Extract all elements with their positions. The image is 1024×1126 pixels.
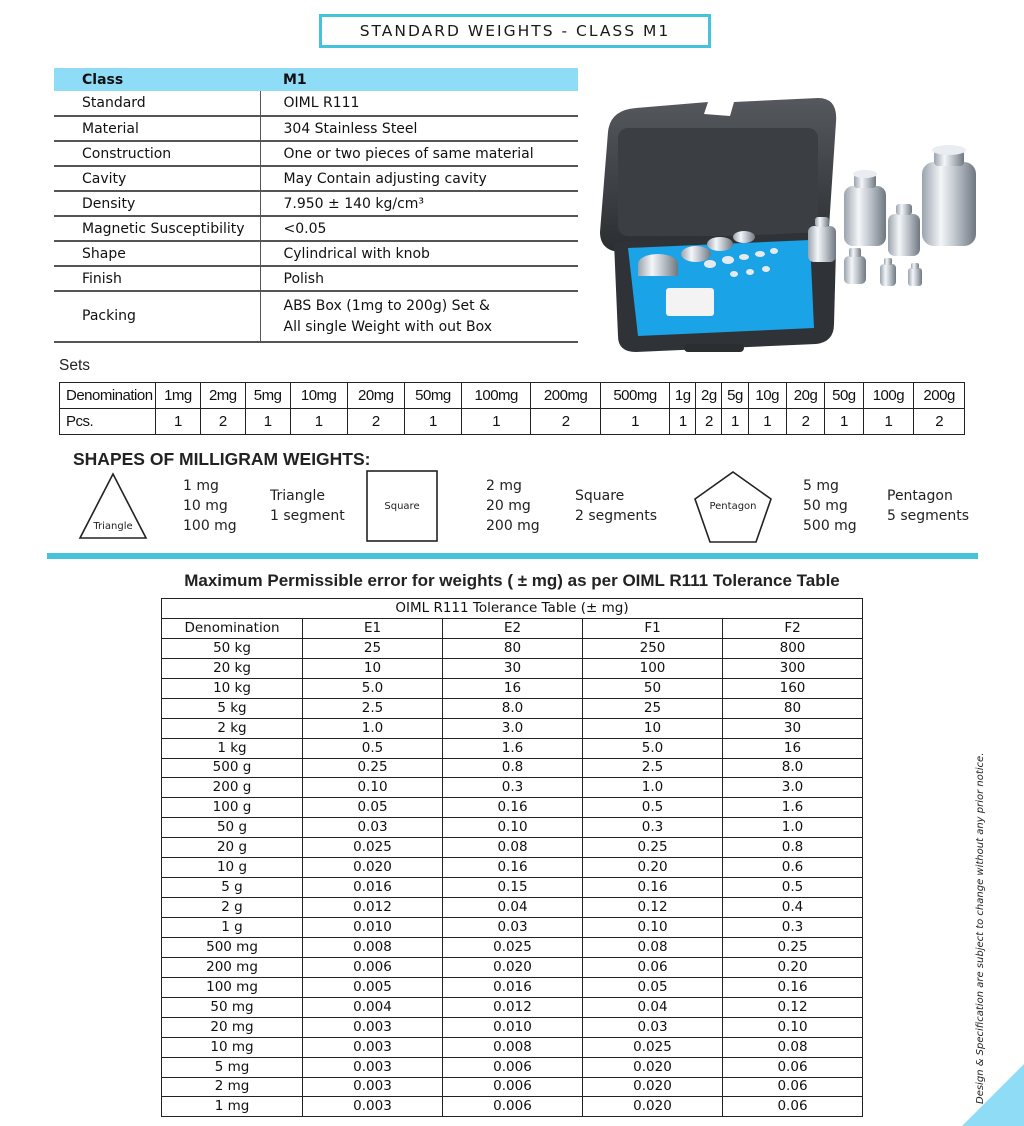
tolerance-cell: 0.12: [723, 997, 863, 1017]
tolerance-cell: 100: [583, 658, 723, 678]
packing-line-2: All single Weight with out Box: [283, 318, 492, 335]
tolerance-cell: 2.5: [303, 698, 443, 718]
tolerance-cell: 0.8: [723, 838, 863, 858]
sets-pcs-cell: 1: [670, 409, 696, 435]
tolerance-cell: 80: [723, 698, 863, 718]
tolerance-cell: 20 g: [162, 838, 303, 858]
triangle-weight-1: 1 mg: [183, 478, 219, 494]
sets-denomination-cell: 500mg: [600, 383, 669, 409]
square-name: Square: [575, 488, 625, 504]
tolerance-cell: 0.16: [443, 798, 583, 818]
tolerance-cell: 16: [723, 738, 863, 758]
tolerance-cell: 5.0: [583, 738, 723, 758]
tolerance-cell: 0.03: [303, 818, 443, 838]
tolerance-cell: 0.003: [303, 1017, 443, 1037]
table-row: [162, 898, 863, 918]
table-row: [162, 718, 863, 738]
tolerance-cell: 0.08: [583, 937, 723, 957]
tolerance-cell: 5 g: [162, 878, 303, 898]
table-row: [162, 738, 863, 758]
spec-row: [54, 166, 578, 191]
table-row: [162, 1077, 863, 1097]
tolerance-cell: 0.10: [443, 818, 583, 838]
tolerance-cell: 0.16: [443, 858, 583, 878]
table-row: [162, 798, 863, 818]
spec-row: [54, 116, 578, 141]
tolerance-title: Maximum Permissible error for weights ( ± mg) as per OIML R111 Tolerance Table: [184, 571, 840, 590]
spec-value: <0.05: [260, 216, 578, 241]
tolerance-cell: 0.05: [303, 798, 443, 818]
tolerance-cell: 3.0: [443, 718, 583, 738]
tolerance-cell: 20 mg: [162, 1017, 303, 1037]
tolerance-cell: 0.04: [583, 997, 723, 1017]
tolerance-cell: 250: [583, 638, 723, 658]
tolerance-cell: 0.25: [583, 838, 723, 858]
pentagon-weight-2: 50 mg: [803, 498, 848, 514]
sets-denomination-cell: 10g: [748, 383, 786, 409]
square-weight-2: 20 mg: [486, 498, 531, 514]
tolerance-cell: 0.006: [443, 1077, 583, 1097]
tolerance-cell: 0.010: [443, 1017, 583, 1037]
tolerance-cell: 5 mg: [162, 1057, 303, 1077]
page-title-box: [319, 14, 711, 48]
spec-row: [54, 141, 578, 166]
spec-value: 7.950 ± 140 kg/cm³: [260, 191, 578, 216]
table-row: [162, 698, 863, 718]
table-row: [162, 1057, 863, 1077]
tolerance-table: [161, 598, 863, 1117]
section-divider: [47, 553, 978, 559]
pentagon-weight-1: 5 mg: [803, 478, 839, 494]
spec-key: Standard: [54, 91, 260, 116]
tolerance-cell: 1 g: [162, 918, 303, 938]
spec-value: Polish: [260, 266, 578, 291]
tolerance-column-header: F2: [723, 618, 863, 638]
sets-pcs-cell: 1: [863, 409, 914, 435]
tolerance-cell: 5.0: [303, 678, 443, 698]
tolerance-cell: 0.006: [303, 957, 443, 977]
square-weight-1: 2 mg: [486, 478, 522, 494]
sets-pcs-cell: 1: [748, 409, 786, 435]
tolerance-cell: 0.25: [723, 937, 863, 957]
tolerance-cell: 0.5: [303, 738, 443, 758]
tolerance-header-row: [162, 618, 863, 638]
pentagon-weights: [803, 476, 857, 536]
sets-denomination-cell: 10mg: [290, 383, 347, 409]
tolerance-cell: 0.25: [303, 758, 443, 778]
tolerance-cell: 0.020: [583, 1057, 723, 1077]
spec-row: [54, 241, 578, 266]
tolerance-cell: 0.003: [303, 1077, 443, 1097]
tolerance-cell: 0.10: [723, 1017, 863, 1037]
spec-row: [54, 216, 578, 241]
tolerance-cell: 0.04: [443, 898, 583, 918]
sets-pcs-cell: 1: [156, 409, 201, 435]
tolerance-cell: 0.03: [583, 1017, 723, 1037]
tolerance-caption-row: [162, 599, 863, 619]
tolerance-cell: 3.0: [723, 778, 863, 798]
table-row: [162, 818, 863, 838]
triangle-icon: [78, 472, 148, 540]
tolerance-cell: 50: [583, 678, 723, 698]
table-row: [162, 1037, 863, 1057]
tolerance-cell: 0.06: [583, 957, 723, 977]
tolerance-cell: 0.15: [443, 878, 583, 898]
tolerance-cell: 800: [723, 638, 863, 658]
tolerance-cell: 0.020: [583, 1077, 723, 1097]
tolerance-cell: 100 mg: [162, 977, 303, 997]
table-row: [162, 957, 863, 977]
table-row: [162, 878, 863, 898]
sets-denomination-cell: 100mg: [462, 383, 531, 409]
tolerance-cell: 200 mg: [162, 957, 303, 977]
sets-pcs-cell: 2: [200, 409, 245, 435]
tolerance-cell: 30: [443, 658, 583, 678]
disclaimer-note: Design & Specification are subject to change without any prior notice.: [975, 752, 986, 1104]
tolerance-cell: 1.0: [723, 818, 863, 838]
tolerance-cell: 2 mg: [162, 1077, 303, 1097]
tolerance-cell: 50 mg: [162, 997, 303, 1017]
sets-pcs-cell: 1: [290, 409, 347, 435]
spec-key: Construction: [54, 141, 260, 166]
tolerance-cell: 0.006: [443, 1057, 583, 1077]
spec-key: Material: [54, 116, 260, 141]
tolerance-cell: 0.025: [303, 838, 443, 858]
weight-set-photo: [588, 92, 984, 354]
tolerance-cell: 0.020: [303, 858, 443, 878]
tolerance-cell: 25: [303, 638, 443, 658]
table-row: [162, 1097, 863, 1117]
tolerance-cell: 1.6: [443, 738, 583, 758]
sets-denomination-cell: 1mg: [156, 383, 201, 409]
tolerance-cell: 0.010: [303, 918, 443, 938]
sets-label: Sets: [59, 357, 91, 374]
tolerance-cell: 1.0: [583, 778, 723, 798]
triangle-weight-2: 10 mg: [183, 498, 228, 514]
tolerance-cell: 1.6: [723, 798, 863, 818]
tolerance-cell: 0.008: [303, 937, 443, 957]
tolerance-cell: 0.3: [583, 818, 723, 838]
tolerance-cell: 0.06: [723, 1057, 863, 1077]
sets-denomination-cell: 5g: [722, 383, 748, 409]
tolerance-cell: 0.16: [583, 878, 723, 898]
tolerance-cell: 0.10: [303, 778, 443, 798]
table-row: [162, 977, 863, 997]
spec-value: One or two pieces of same material: [260, 141, 578, 166]
sets-pcs-cell: 1: [722, 409, 748, 435]
corner-accent: [962, 1064, 1024, 1126]
tolerance-cell: 300: [723, 658, 863, 678]
tolerance-cell: 0.016: [303, 878, 443, 898]
sets-denomination-cell: 20g: [786, 383, 824, 409]
sets-pcs-cell: 1: [825, 409, 863, 435]
sets-denomination-cell: 5mg: [245, 383, 290, 409]
square-weights: [486, 476, 540, 536]
spec-row: [54, 266, 578, 291]
packing-line-1: ABS Box (1mg to 200g) Set &: [283, 297, 490, 314]
pentagon-desc: [887, 486, 969, 526]
tolerance-column-header: E2: [443, 618, 583, 638]
page-title: STANDARD WEIGHTS - CLASS M1: [359, 22, 671, 40]
tolerance-cell: 500 mg: [162, 937, 303, 957]
tolerance-cell: 10 g: [162, 858, 303, 878]
sets-denomination-label: Denomination: [60, 383, 156, 409]
table-row: [162, 838, 863, 858]
spec-value: May Contain adjusting cavity: [260, 166, 578, 191]
table-row: [162, 918, 863, 938]
tolerance-cell: 0.4: [723, 898, 863, 918]
tolerance-cell: 5 kg: [162, 698, 303, 718]
tolerance-cell: 16: [443, 678, 583, 698]
spec-key: Packing: [54, 291, 260, 342]
sets-pcs-row: [60, 409, 965, 435]
tolerance-cell: 25: [583, 698, 723, 718]
sets-table: [59, 382, 965, 435]
table-row: [162, 658, 863, 678]
sets-pcs-cell: 1: [245, 409, 290, 435]
triangle-weights: [183, 476, 237, 536]
tolerance-cell: 0.06: [723, 1097, 863, 1117]
tolerance-cell: 0.003: [303, 1037, 443, 1057]
tolerance-cell: 0.16: [723, 977, 863, 997]
tolerance-cell: 8.0: [723, 758, 863, 778]
tolerance-cell: 0.6: [723, 858, 863, 878]
tolerance-cell: 1 mg: [162, 1097, 303, 1117]
tolerance-cell: 2 kg: [162, 718, 303, 738]
tolerance-cell: 10: [583, 718, 723, 738]
spec-table: [54, 68, 578, 343]
table-row: [162, 937, 863, 957]
sets-denomination-cell: 20mg: [347, 383, 404, 409]
sets-pcs-cell: 2: [347, 409, 404, 435]
tolerance-cell: 0.03: [443, 918, 583, 938]
tolerance-cell: 80: [443, 638, 583, 658]
spec-row-packing: [54, 291, 578, 342]
pentagon-label: Pentagon: [709, 501, 757, 512]
sets-denomination-cell: 200g: [914, 383, 965, 409]
tolerance-cell: 1.0: [303, 718, 443, 738]
sets-denomination-cell: 1g: [670, 383, 696, 409]
pentagon-weight-3: 500 mg: [803, 518, 857, 534]
tolerance-cell: 500 g: [162, 758, 303, 778]
tolerance-cell: 0.3: [443, 778, 583, 798]
square-desc: [575, 486, 657, 526]
spec-header-key: Class: [54, 68, 260, 91]
tolerance-cell: 10 kg: [162, 678, 303, 698]
triangle-desc: [270, 486, 345, 526]
table-row: [162, 638, 863, 658]
tolerance-cell: 0.003: [303, 1057, 443, 1077]
tolerance-cell: 0.08: [443, 838, 583, 858]
sets-pcs-cell: 1: [462, 409, 531, 435]
triangle-segments: 1 segment: [270, 508, 345, 524]
sets-denomination-cell: 200mg: [531, 383, 600, 409]
tolerance-cell: 0.020: [443, 957, 583, 977]
triangle-label: Triangle: [93, 521, 133, 532]
tolerance-cell: 0.08: [723, 1037, 863, 1057]
tolerance-cell: 0.8: [443, 758, 583, 778]
pentagon-segments: 5 segments: [887, 508, 970, 524]
triangle-name: Triangle: [270, 488, 325, 504]
tolerance-cell: 20 kg: [162, 658, 303, 678]
shapes-title: SHAPES OF MILLIGRAM WEIGHTS:: [73, 449, 371, 469]
tolerance-cell: 0.5: [583, 798, 723, 818]
sets-pcs-cell: 2: [696, 409, 722, 435]
tolerance-cell: 160: [723, 678, 863, 698]
sets-pcs-cell: 1: [600, 409, 669, 435]
tolerance-cell: 0.004: [303, 997, 443, 1017]
spec-value: Cylindrical with knob: [260, 241, 578, 266]
spec-row: [54, 191, 578, 216]
spec-key: Shape: [54, 241, 260, 266]
table-row: [162, 678, 863, 698]
tolerance-cell: 0.025: [583, 1037, 723, 1057]
tolerance-cell: 0.12: [583, 898, 723, 918]
tolerance-cell: 0.008: [443, 1037, 583, 1057]
pentagon-icon: [693, 470, 773, 544]
sets-denomination-cell: 100g: [863, 383, 914, 409]
sets-denomination-cell: 50g: [825, 383, 863, 409]
tolerance-cell: 8.0: [443, 698, 583, 718]
spec-key: Density: [54, 191, 260, 216]
tolerance-cell: 0.016: [443, 977, 583, 997]
tolerance-cell: 0.06: [723, 1077, 863, 1097]
tolerance-cell: 0.10: [583, 918, 723, 938]
sets-denomination-row: [60, 383, 965, 409]
spec-value: OIML R111: [260, 91, 578, 116]
square-weight-3: 200 mg: [486, 518, 540, 534]
tolerance-cell: 0.012: [443, 997, 583, 1017]
tolerance-cell: 2 g: [162, 898, 303, 918]
tolerance-column-header: F1: [583, 618, 723, 638]
square-label: Square: [384, 501, 420, 512]
sets-denomination-cell: 50mg: [404, 383, 461, 409]
tolerance-cell: 100 g: [162, 798, 303, 818]
tolerance-cell: 0.5: [723, 878, 863, 898]
tolerance-cell: 0.006: [443, 1097, 583, 1117]
spec-key: Cavity: [54, 166, 260, 191]
sets-pcs-cell: 2: [531, 409, 600, 435]
table-row: [162, 858, 863, 878]
spec-value: [260, 291, 578, 342]
sets-denomination-cell: 2g: [696, 383, 722, 409]
spec-header-value: M1: [260, 68, 578, 91]
tolerance-cell: 0.020: [583, 1097, 723, 1117]
tolerance-cell: 1 kg: [162, 738, 303, 758]
sets-pcs-label: Pcs.: [60, 409, 156, 435]
tolerance-cell: 200 g: [162, 778, 303, 798]
spec-row: [54, 91, 578, 116]
square-segments: 2 segments: [575, 508, 658, 524]
tolerance-cell: 10: [303, 658, 443, 678]
tolerance-cell: 0.20: [723, 957, 863, 977]
tolerance-cell: 0.005: [303, 977, 443, 997]
table-row: [162, 778, 863, 798]
table-row: [162, 758, 863, 778]
tolerance-caption: OIML R111 Tolerance Table (± mg): [162, 599, 863, 619]
tolerance-cell: 10 mg: [162, 1037, 303, 1057]
table-row: [162, 1017, 863, 1037]
pentagon-name: Pentagon: [887, 488, 953, 504]
tolerance-cell: 50 g: [162, 818, 303, 838]
table-row: [162, 997, 863, 1017]
spec-key: Magnetic Susceptibility: [54, 216, 260, 241]
tolerance-cell: 50 kg: [162, 638, 303, 658]
triangle-weight-3: 100 mg: [183, 518, 237, 534]
tolerance-cell: 0.025: [443, 937, 583, 957]
square-icon: [366, 470, 438, 542]
spec-header-row: [54, 68, 578, 91]
tolerance-column-header: E1: [303, 618, 443, 638]
sets-pcs-cell: 1: [404, 409, 461, 435]
tolerance-cell: 0.05: [583, 977, 723, 997]
tolerance-cell: 0.012: [303, 898, 443, 918]
tolerance-column-header: Denomination: [162, 618, 303, 638]
sets-pcs-cell: 2: [786, 409, 824, 435]
tolerance-cell: 0.003: [303, 1097, 443, 1117]
tolerance-cell: 2.5: [583, 758, 723, 778]
sets-pcs-cell: 2: [914, 409, 965, 435]
tolerance-cell: 30: [723, 718, 863, 738]
spec-key: Finish: [54, 266, 260, 291]
tolerance-cell: 0.3: [723, 918, 863, 938]
sets-denomination-cell: 2mg: [200, 383, 245, 409]
spec-value: 304 Stainless Steel: [260, 116, 578, 141]
tolerance-cell: 0.20: [583, 858, 723, 878]
